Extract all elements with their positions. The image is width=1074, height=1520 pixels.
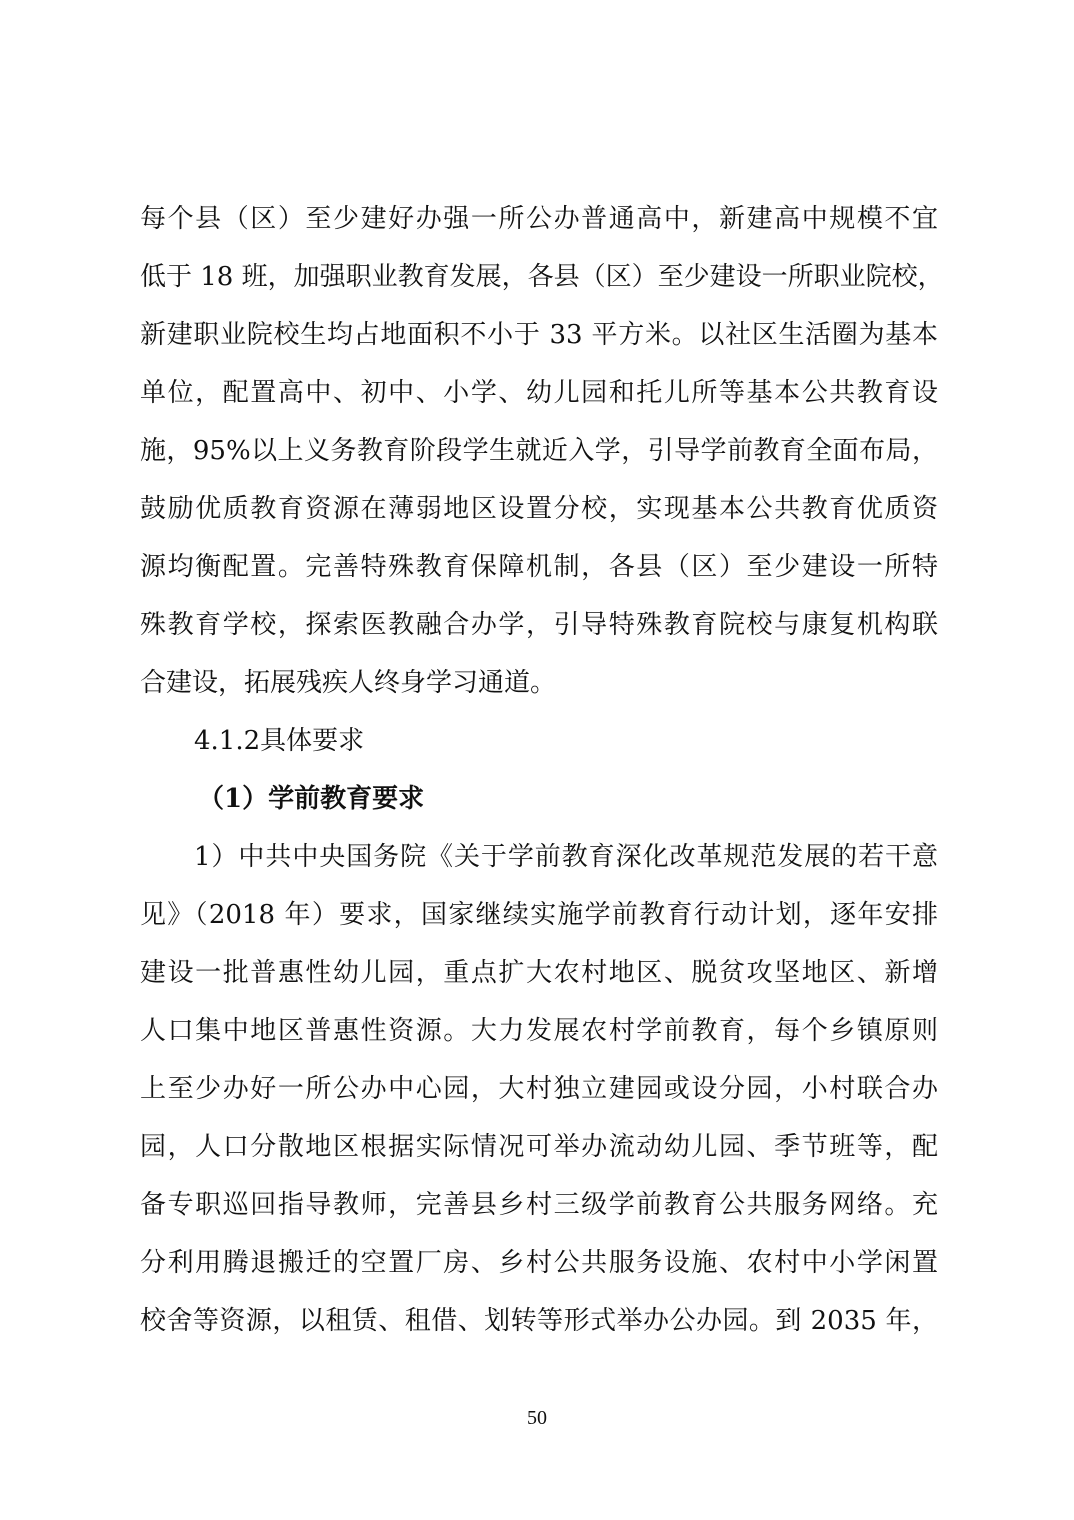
section-title: 具体要求 [260, 726, 365, 756]
paragraph-line: 源均衡配置。完善特殊教育保障机制，各县（区）至少建设一所特 [140, 552, 938, 582]
paragraph-line: 合建设，拓展残疾人终身学习通道。 [140, 668, 557, 698]
paragraph-line: 见》（2018 年）要求，国家继续实施学前教育行动计划，逐年安排 [140, 900, 938, 930]
paragraph-line: 分利用腾退搬迁的空置厂房、乡村公共服务设施、农村中小学闲置 [140, 1248, 938, 1278]
paragraph-line: 园，人口分散地区根据实际情况可举办流动幼儿园、季节班等，配 [140, 1132, 938, 1162]
paragraph-line: 施，95%以上义务教育阶段学生就近入学，引导学前教育全面布局， [140, 436, 938, 466]
paragraph-line: 上至少办好一所公办中心园，大村独立建园或设分园，小村联合办 [140, 1074, 938, 1104]
document-body [140, 190, 944, 1350]
paragraph-line: 校舍等资源，以租赁、租借、划转等形式举办公办园。到 2035 年， [140, 1306, 938, 1336]
paragraph-line: 建设一批普惠性幼儿园，重点扩大农村地区、脱贫攻坚地区、新增 [140, 958, 938, 988]
paragraph-line: 备专职巡回指导教师，完善县乡村三级学前教育公共服务网络。充 [140, 1190, 938, 1220]
paragraph-line: 单位，配置高中、初中、小学、幼儿园和托儿所等基本公共教育设 [140, 378, 938, 408]
page-number: 50 [527, 1407, 547, 1429]
paragraph-line: 低于 18 班，加强职业教育发展，各县（区）至少建设一所职业院校， [140, 262, 944, 292]
paragraph-2 [140, 828, 938, 1350]
paragraph-line: 1）中共中央国务院《关于学前教育深化改革规范发展的若干意 [194, 842, 938, 872]
section-heading [140, 712, 938, 770]
paragraph-line: 新建职业院校生均占地面积不小于 33 平方米。以社区生活圈为基本 [140, 320, 938, 350]
paragraph-line: 人口集中地区普惠性资源。大力发展农村学前教育，每个乡镇原则 [140, 1016, 938, 1046]
paragraph-line: 殊教育学校，探索医教融合办学，引导特殊教育院校与康复机构联 [140, 610, 938, 640]
section-number: 4.1.2 [194, 726, 261, 756]
paragraph-line: 鼓励优质教育资源在薄弱地区设置分校，实现基本公共教育优质资 [140, 494, 938, 524]
paragraph-1 [140, 190, 944, 712]
subsection-heading: （1）学前教育要求 [198, 784, 425, 814]
paragraph-line: 每个县（区）至少建好办强一所公办普通高中，新建高中规模不宜 [140, 204, 938, 234]
